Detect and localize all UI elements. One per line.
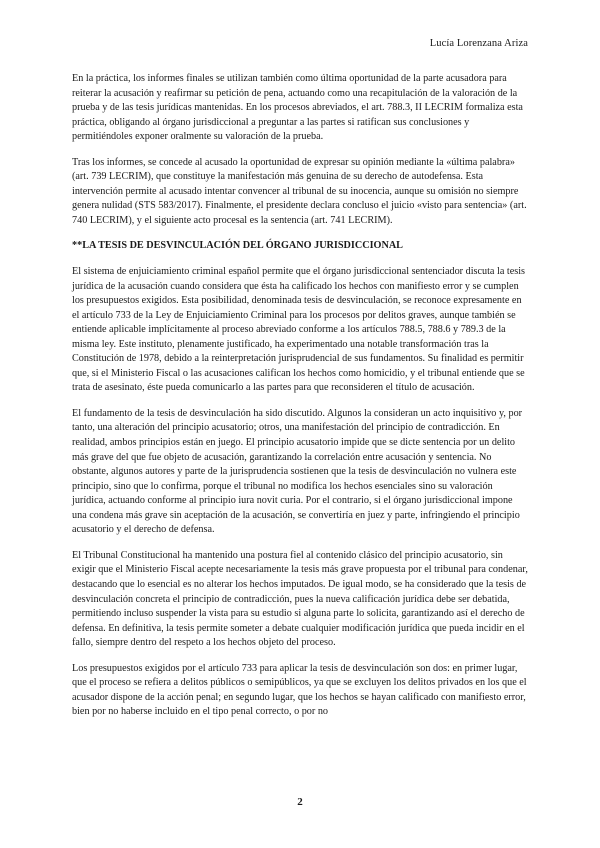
page-number: 2 [297,796,303,808]
paragraph-tribunal-constitucional: El Tribunal Constitucional ha mantenido una postura fiel al contenido clásico del principio acusatorio, sin exigir que el Ministerio Fiscal acepte necesariamente la tesis más grave propuesta por el tribunal para condenar, destacando que lo esencial es no alterar los hechos imputados. De igual modo, se ha considerado que la tesis de desvinculación concreta el principio de contradicción, pues la nueva calificación jurídica debe ser debatida, permitiendo incluso suspender la vista para su estudio si alguna parte lo solicita, garantizando así el derecho de defensa. En definitiva, la tesis permite someter a debate cualquier modificación jurídica que pueda incidir en el fallo, siempre dentro del respeto a los hechos objeto del proceso. [72,549,528,649]
header-author: Lucía Lorenzana Ariza [429,38,528,49]
paragraph-desvinculacion-fundamento: El fundamento de la tesis de desvinculación ha sido discutido. Algunos la consideran un acto inquisitivo y, por tanto, una alteración del principio acusatorio; otros, una manifestación del principio de contradicción. En realidad, ambos principios están en juego. El principio acusatorio impide que se dicte sentencia por un delito más grave del que fue objeto de acusación, garantizando la correlación entre acusación y sentencia. No obstante, algunos autores y parte de la jurisprudencia sostienen que la tesis de desvinculación no vulnera este principio, sino que lo confirma, porque el tribunal no modifica los hechos esenciales sino su valoración jurídica, actuando conforme al principio iura novit curia. Por el contrario, si el órgano jurisdiccional impone una condena más grave sin aceptación de la acusación, se convertiría en juez y parte, infringiendo el principio acusatorio y el derecho de defensa. [72,407,523,536]
paragraph-last-word: Tras los informes, se concede al acusado la oportunidad de expresar su opinión mediante la «última palabra» (art. 739 LECRIM), que constituye la manifestación más genuina de su derecho de autodefensa. Esta intervención permite al acusado intentar convencer al tribunal de su inocencia, aunque su omisión no siempre genera nulidad (STS 583/2017). Finalmente, el presidente declara concluso el juicio «visto para sentencia» (art. 740 LECRIM), y el siguiente acto procesal es la sentencia (art. 741 LECRIM). [72,156,527,226]
section-heading: **LA TESIS DE DESVINCULACIÓN DEL ÓRGANO JURISDICCIONAL [72,240,403,252]
paragraph-presupuestos: Los presupuestos exigidos por el artículo 733 para aplicar la tesis de desvinculación son dos: en primer lugar, que el proceso se refiera a delitos públicos o semipúblicos, ya que se excluyen los delitos privados en los que el acusador dispone de la acción penal; en segundo lugar, que los hechos se hayan calificado con manifiesto error, bien por no haberse incluido en el tipo penal correcto, o por no [72,662,527,718]
paragraph-final-reports: En la práctica, los informes finales se utilizan también como última oportunidad de la parte acusadora para reiterar la acusación y reafirmar su petición de pena, actuando como una recapitulación de la valoración de la prueba y de las tesis jurídicas mantenidas. En los procesos abreviados, el art. 788.3, II LECRIM formaliza esta práctica, obligando al órgano jurisdiccional a preguntar a las partes si ratifican sus conclusiones y permitiéndoles exponer oralmente su valoración de la prueba. [72,73,523,143]
body-text [72,72,528,731]
paragraph-desvinculacion-intro: El sistema de enjuiciamiento criminal español permite que el órgano jurisdiccional sentenciador discuta la tesis jurídica de la acusación cuando considera que ésta ha calificado los hechos con manifiesto error y se cumplen los presupuestos exigidos. Esta posibilidad, denominada tesis de desvinculación, se reconoce expresamente en el artículo 733 de la Ley de Enjuiciamiento Criminal para los procesos por delitos graves, aunque también se entiende aplicable implícitamente al proceso abreviado conforme a los artículos 788.5, 788.6 y 789.3 de la misma ley. Este instituto, plenamente justificado, ha experimentado una notable transformación tras la Constitución de 1978, debido a la reinterpretación jurisprudencial de sus fundamentos. Su finalidad es permitir que, si el Ministerio Fiscal o las acusaciones califican los hechos como homicidio, y el tribunal entiende que se trata de asesinato, éste pueda comunicarlo a las partes para que reconsideren el título de acusación. [72,266,526,394]
